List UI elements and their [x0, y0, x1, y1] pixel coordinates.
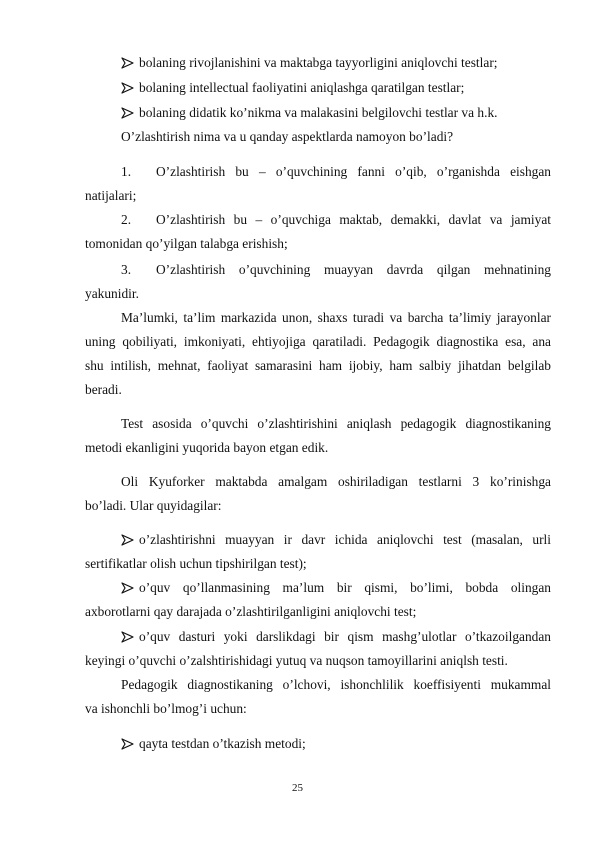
arrow-bullet-icon [121, 631, 135, 643]
paragraph-line: Test asosida o’quvchi o’zlashtirishini aniqlash pedagogik diagnostikaning [121, 416, 551, 431]
paragraph-line: metodi ekanligini yuqorida bayon etgan edik. [85, 440, 329, 455]
bullet-item [121, 629, 551, 645]
arrow-bullet-icon [121, 582, 135, 594]
bullet-item [121, 580, 551, 596]
paragraph-line: Ma’lumki, ta’lim markazida unon, shaxs turadi va barcha ta’limiy jarayonlar [121, 310, 551, 325]
bullet-continuation: keyingi o’quvchi o’zalshtirishidagi yutuq va nuqson tamoyillarini aniqlsh testi. [85, 653, 508, 668]
bullet-text: bolaning didatik ko’nikma va malakasini belgilovchi testlar va h.k. [139, 105, 498, 120]
list-item-continuation: natijalari; [85, 188, 137, 203]
bullet-continuation: axborotlarni qay darajada o’zlashtirilganligini aniqlovchi test; [85, 604, 417, 619]
paragraph-line: Pedagogik diagnostikaning o’lchovi, ishonchlilik koeffisiyenti mukammal [121, 677, 551, 692]
list-item-text: O’zlashtirish o’quvchining muayyan davrda qilgan mehnatining [156, 262, 551, 277]
bullet-text: bolaning rivojlanishini va maktabga tayyorligini aniqlovchi testlar; [139, 55, 498, 70]
bullet-item [121, 736, 306, 752]
bullet-text: bolaning intellectual faoliyatini aniqlashga qaratilgan testlar; [139, 80, 465, 95]
bullet-item [121, 55, 498, 71]
list-item-text: O’zlashtirish bu – o’quvchiga maktab, demakki, davlat va jamiyat [156, 212, 551, 227]
bullet-item [121, 105, 498, 121]
arrow-bullet-icon [121, 57, 135, 69]
arrow-bullet-icon [121, 107, 135, 119]
arrow-bullet-icon [121, 82, 135, 94]
paragraph-line: beradi. [85, 382, 122, 397]
list-number: 2. [121, 212, 132, 227]
bullet-continuation: sertifikatlar olish uchun tipshirilgan test); [85, 556, 307, 571]
bullet-item [121, 80, 464, 96]
question-text: O’zlashtirish nima va u qanday aspektlarda namoyon bo’ladi? [121, 129, 454, 144]
bullet-text: o’quv dasturi yoki darslikdagi bir qism mashg’ulotlar o’tkazoilgandan [139, 629, 551, 644]
paragraph-line: bo’ladi. Ular quyidagilar: [85, 498, 222, 513]
list-item-continuation: yakunidir. [85, 286, 139, 301]
paragraph-line: va ishonchli bo’lmog’i uchun: [85, 701, 247, 716]
list-number: 1. [121, 164, 132, 179]
paragraph-line: uning qobiliyati, imkoniyati, ehtiyojiga qaratiladi. Pedagogik diagnostika esa, ana [85, 334, 551, 349]
list-item-text: O’zlashtirish bu – o’quvchining fanni o’qib, o’rganishda eishgan [156, 164, 551, 179]
bullet-text: o’quv qo’llanmasining ma’lum bir qismi, bo’limi, bobda olingan [139, 580, 551, 595]
arrow-bullet-icon [121, 534, 135, 546]
bullet-text: o’zlashtirishni muayyan ir davr ichida aniqlovchi test (masalan, urli [139, 532, 551, 547]
paragraph-line: Oli Kyuforker maktabda amalgam oshiriladigan testlarni 3 ko’rinishga [121, 474, 551, 489]
list-item-continuation: tomonidan qo’yilgan talabga erishish; [85, 236, 288, 251]
arrow-bullet-icon [121, 738, 135, 750]
bullet-text: qayta testdan o’tkazish metodi; [139, 736, 306, 751]
list-number: 3. [121, 262, 132, 277]
page-number: 25 [292, 782, 303, 794]
paragraph-line: shu intilish, mehnat, faoliyat samarasini ham ijobiy, ham salbiy jihatdan belgilab [85, 358, 551, 373]
bullet-item [121, 532, 551, 548]
